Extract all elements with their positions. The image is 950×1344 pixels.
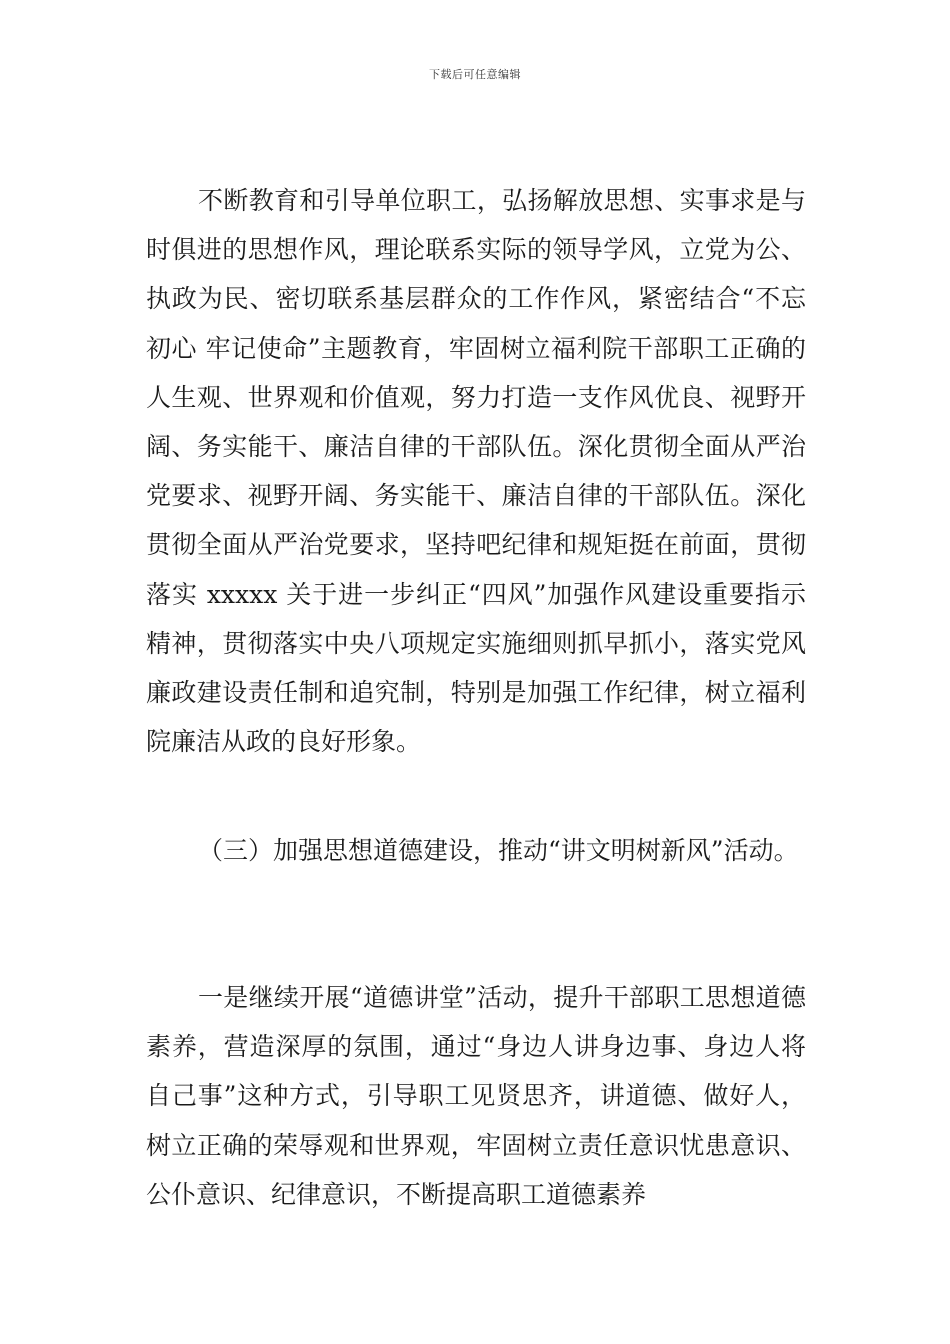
paragraph-moral-lecture: 一是继续开展“道德讲堂”活动，提升干部职工思想道德素养，营造深厚的氛围，通过“身边人讲身边事、身边人将自己事”这种方式，引导职工见贤思齐，讲道德、做好人，树立正确的荣辱观和世界观，牢固树立责任意识忧患意识、公仆意识、纪律意识，不断提高职工道德素养 [146, 983, 806, 1209]
section-heading-3: （三）加强思想道德建设，推动“讲文明树新风”活动。 [198, 836, 799, 865]
page-header: 下载后可任意编辑 [429, 68, 521, 81]
paragraph-work-style: 不断教育和引导单位职工，弘扬解放思想、实事求是与时俱进的思想作风，理论联系实际的领导学风，立党为公、执政为民、密切联系基层群众的工作作风，紧密结合“不忘初心 牢记使命”主题教育，牢固树立福利院干部职工正确的人生观、世界观和价值观，努力打造一支作风优良、视野开阔、务实能干、廉洁自律的干部队伍。深化贯彻全面从严治党要求、视野开阔、务实能干、廉洁自律的干部队伍。深化贯彻全面从严治党要求，坚持吧纪律和规矩挺在前面，贯彻落实 xxxxx 关于进一步纠正“四风”加强作风建设重要指示精神，贯彻落实中央八项规定实施细则抓早抓小，落实党风廉政建设责任制和追究制，特别是加强工作纪律，树立福利院廉洁从政的良好形象。 [146, 186, 806, 757]
